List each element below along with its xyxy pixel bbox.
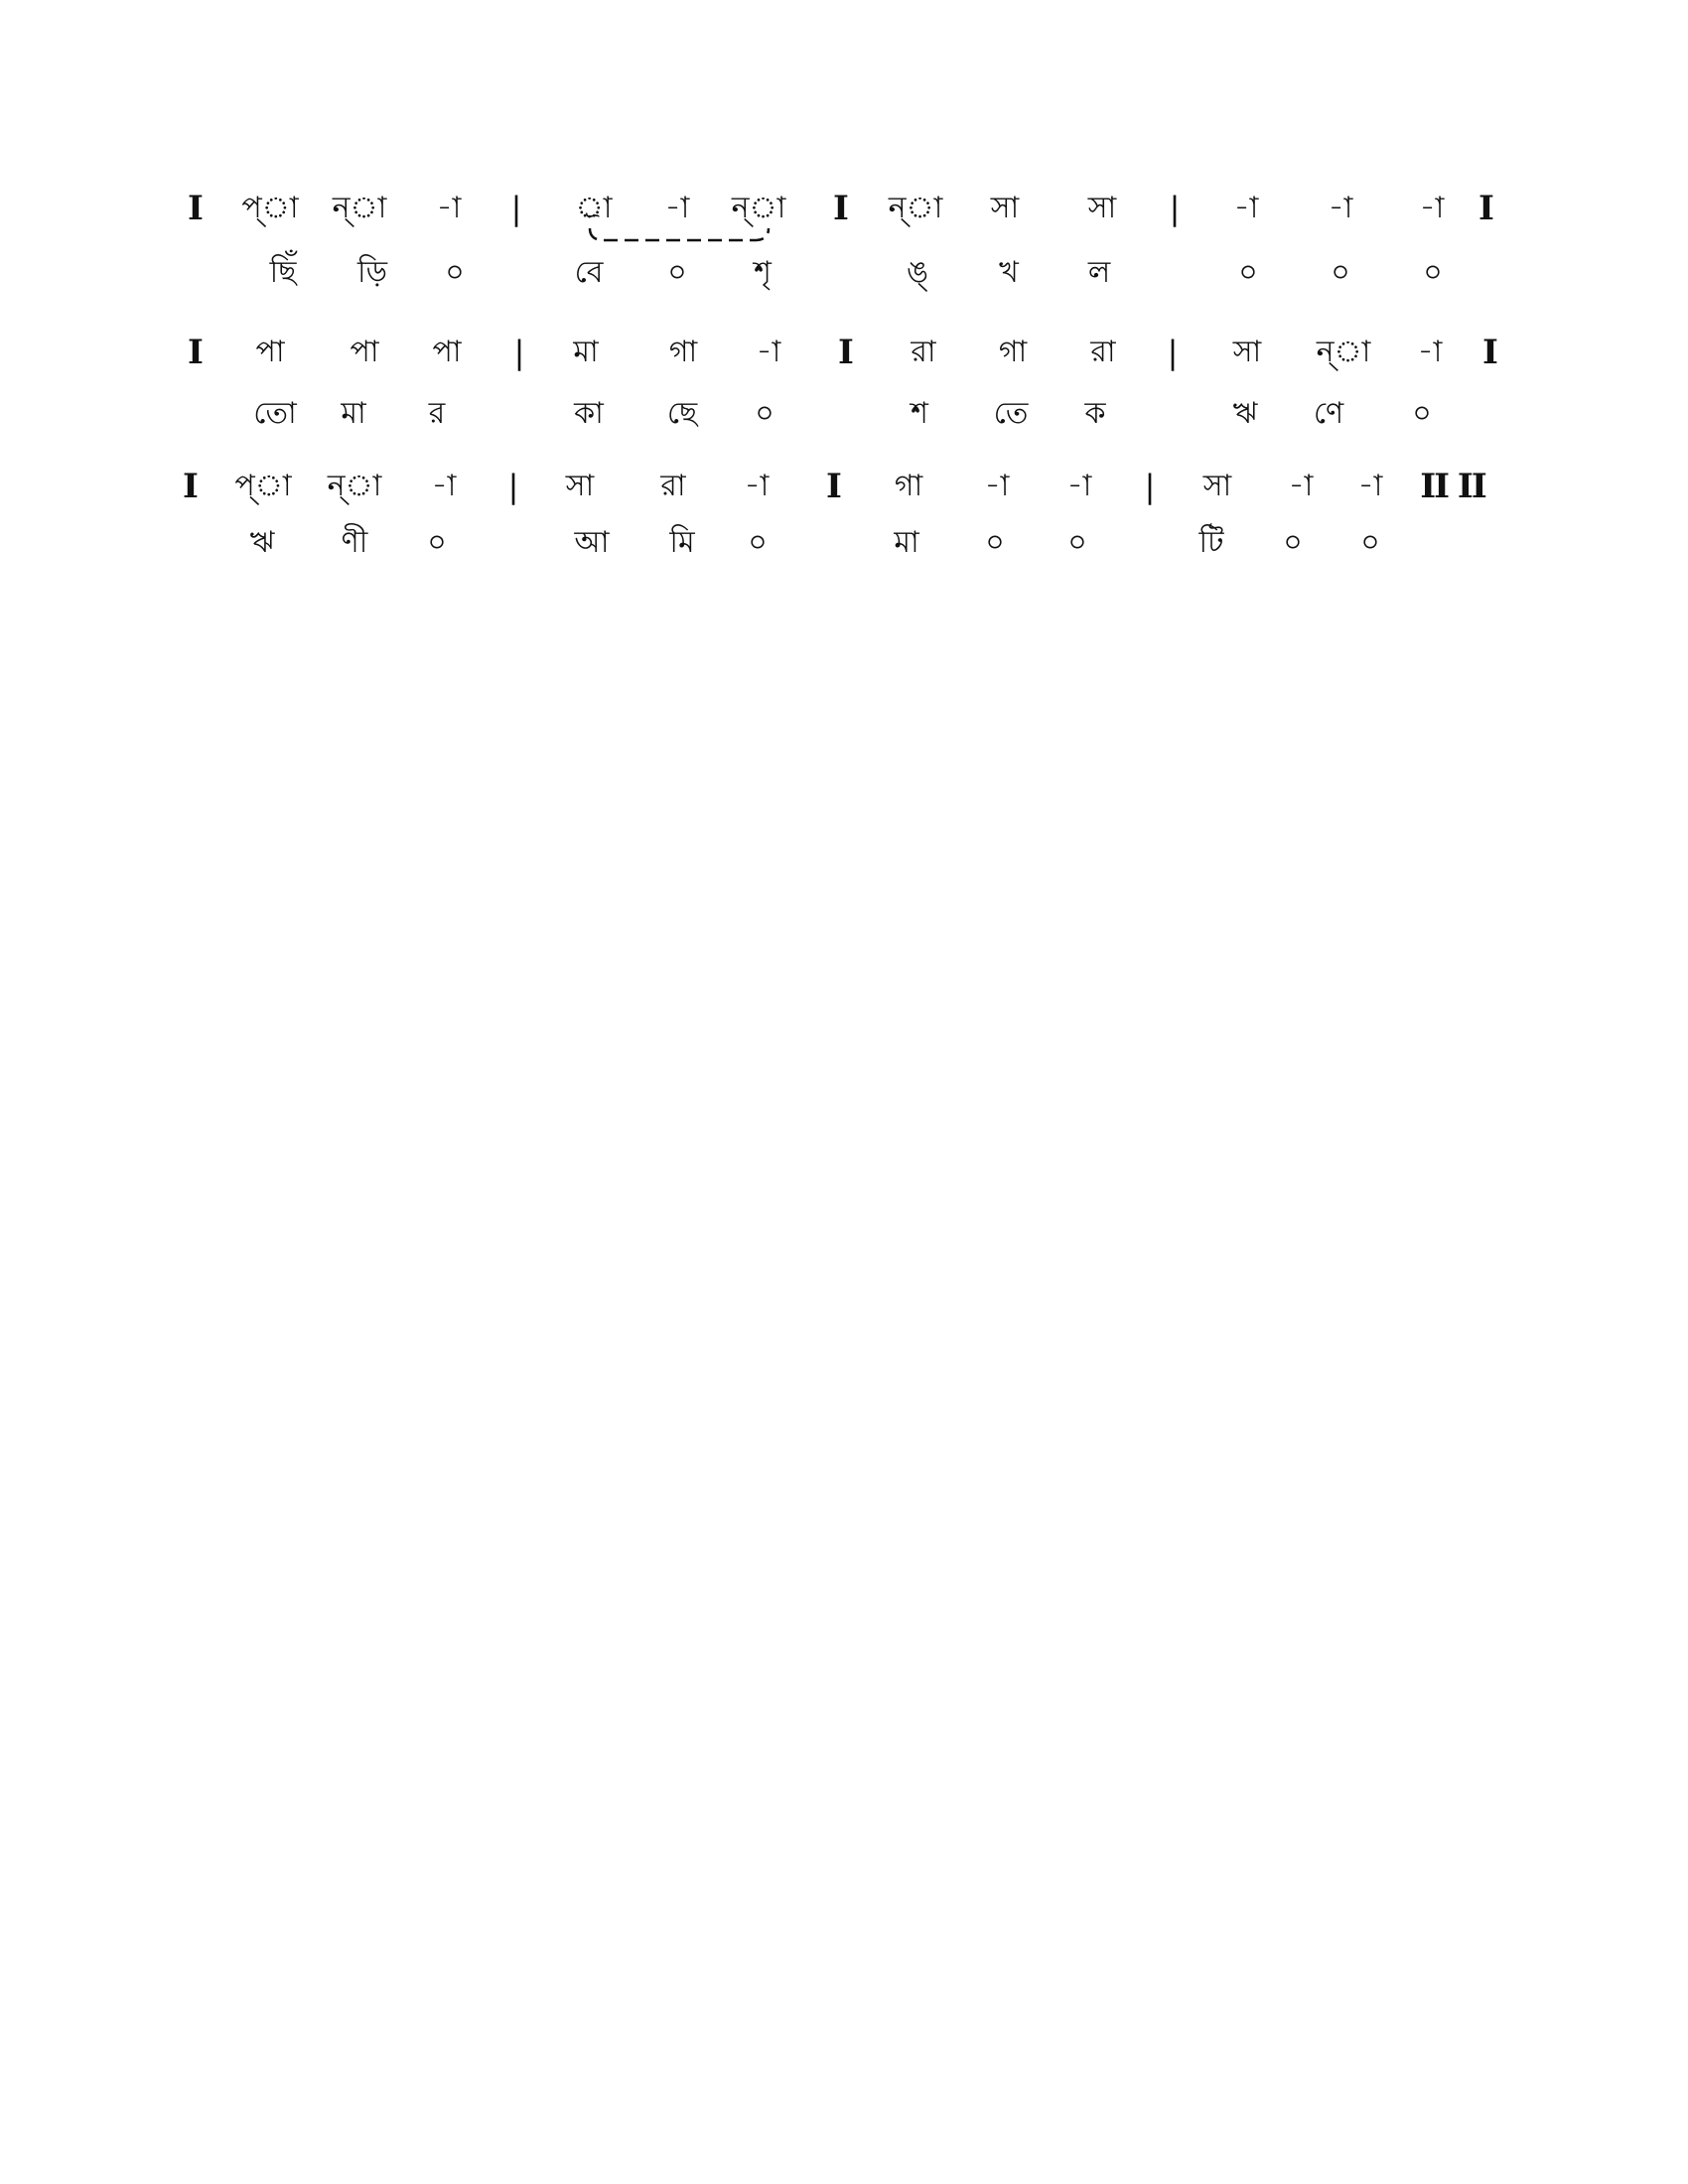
lyric-syllable: ণে <box>1313 396 1344 431</box>
lyric-syllable: তে <box>993 396 1029 431</box>
lyric-syllable: ০ <box>1360 525 1380 560</box>
swara-note: -া <box>1357 469 1383 503</box>
lyric-syllable: বে <box>574 255 604 290</box>
swara-note: সা <box>990 191 1020 225</box>
lyric-syllable: ছে <box>666 396 698 431</box>
swara-line-1 <box>0 179 1688 238</box>
swara-note: -া <box>744 469 770 503</box>
lyric-syllable: ০ <box>1331 255 1350 290</box>
lyric-syllable: আ <box>574 525 610 560</box>
swara-note: পা <box>432 335 462 369</box>
lyric-syllable: ছিঁ <box>269 255 297 290</box>
lyric-syllable: ০ <box>1238 255 1258 290</box>
swara-note: গা <box>668 335 698 369</box>
lyric-syllable: টি <box>1198 525 1224 560</box>
swara-note: সা <box>1202 469 1232 503</box>
lyric-syllable: ড়ি <box>356 255 388 290</box>
beat-divider: | <box>513 334 525 371</box>
lyric-syllable: শৃ <box>754 255 772 290</box>
beat-divider: | <box>1144 468 1156 505</box>
bar-line: I <box>188 189 204 228</box>
swara-note: রা <box>911 335 936 369</box>
swara-note: সা <box>1232 335 1262 369</box>
swara-note: -া <box>1417 335 1443 369</box>
lyric-syllable: ০ <box>748 525 768 560</box>
swara-note: ন্‌া <box>332 191 387 225</box>
swara-note: -া <box>1066 469 1092 503</box>
lyric-syllable: ণী <box>341 525 368 560</box>
lyric-syllable: ০ <box>1067 525 1087 560</box>
bar-line: I <box>826 467 842 506</box>
swara-note: রা <box>660 469 686 503</box>
lyric-syllable: শ <box>911 396 928 431</box>
swara-note: সা <box>1087 191 1117 225</box>
swara-note: র্‌া <box>575 191 613 225</box>
lyric-line-3 <box>0 513 1688 573</box>
bar-line: I <box>838 333 854 372</box>
lyric-syllable: ল <box>1087 255 1111 290</box>
lyric-syllable: ০ <box>985 525 1005 560</box>
lyric-line-2 <box>0 384 1688 444</box>
lyric-syllable: ০ <box>427 525 447 560</box>
lyric-syllable: ০ <box>1423 255 1443 290</box>
swara-note: -া <box>984 469 1010 503</box>
swara-note: -া <box>1288 469 1314 503</box>
swara-note: -া <box>1419 191 1445 225</box>
lyric-syllable: ঙ্‌ <box>906 255 929 290</box>
swara-note: -া <box>664 191 690 225</box>
bar-line: I <box>833 189 849 228</box>
lyric-syllable: র <box>428 396 446 431</box>
lyric-syllable: ০ <box>667 255 687 290</box>
swara-note: -া <box>756 335 781 369</box>
lyric-line-1 <box>0 243 1688 303</box>
beat-divider: | <box>507 468 519 505</box>
bar-line: I <box>1482 333 1498 372</box>
lyric-syllable: ০ <box>1283 525 1303 560</box>
lyric-syllable: মা <box>341 396 366 431</box>
lyric-syllable: ০ <box>445 255 465 290</box>
swara-line-2 <box>0 323 1688 382</box>
bar-line: I <box>183 467 199 506</box>
final-double-bar: II II <box>1420 467 1485 506</box>
swara-note: সা <box>565 469 595 503</box>
swara-note: গা <box>894 469 923 503</box>
lyric-syllable: খ <box>999 255 1019 290</box>
beat-divider: | <box>510 190 522 227</box>
beat-divider: | <box>1169 190 1181 227</box>
lyric-syllable: ০ <box>1412 396 1432 431</box>
swara-note: প্‌া <box>241 191 299 225</box>
swara-note: পা <box>255 335 285 369</box>
lyric-syllable: ক <box>1084 396 1106 431</box>
bar-line: I <box>188 333 204 372</box>
swara-line-3 <box>0 457 1688 516</box>
swara-note: ন্‌া <box>1316 335 1371 369</box>
swara-note: ন্‌া <box>731 191 786 225</box>
swara-note: ন্‌া <box>327 469 382 503</box>
swara-note: -া <box>431 469 457 503</box>
lyric-syllable: ০ <box>755 396 774 431</box>
swara-note: পা <box>350 335 379 369</box>
lyric-syllable: মা <box>894 525 919 560</box>
swara-note: প্‌া <box>234 469 292 503</box>
swara-note: রা <box>1090 335 1116 369</box>
swara-note: -া <box>436 191 462 225</box>
lyric-syllable: ঋ <box>1232 396 1258 431</box>
lyric-syllable: মি <box>669 525 695 560</box>
swara-note: গা <box>998 335 1028 369</box>
lyric-syllable: তো <box>253 396 297 431</box>
swara-note: -া <box>1328 191 1353 225</box>
beat-divider: | <box>1167 334 1179 371</box>
bar-line: I <box>1478 189 1494 228</box>
lyric-syllable: ঋ <box>249 525 275 560</box>
swara-note: ন্‌া <box>888 191 943 225</box>
swara-note: -া <box>1233 191 1259 225</box>
swara-note: মা <box>573 335 599 369</box>
lyric-syllable: কা <box>574 396 604 431</box>
